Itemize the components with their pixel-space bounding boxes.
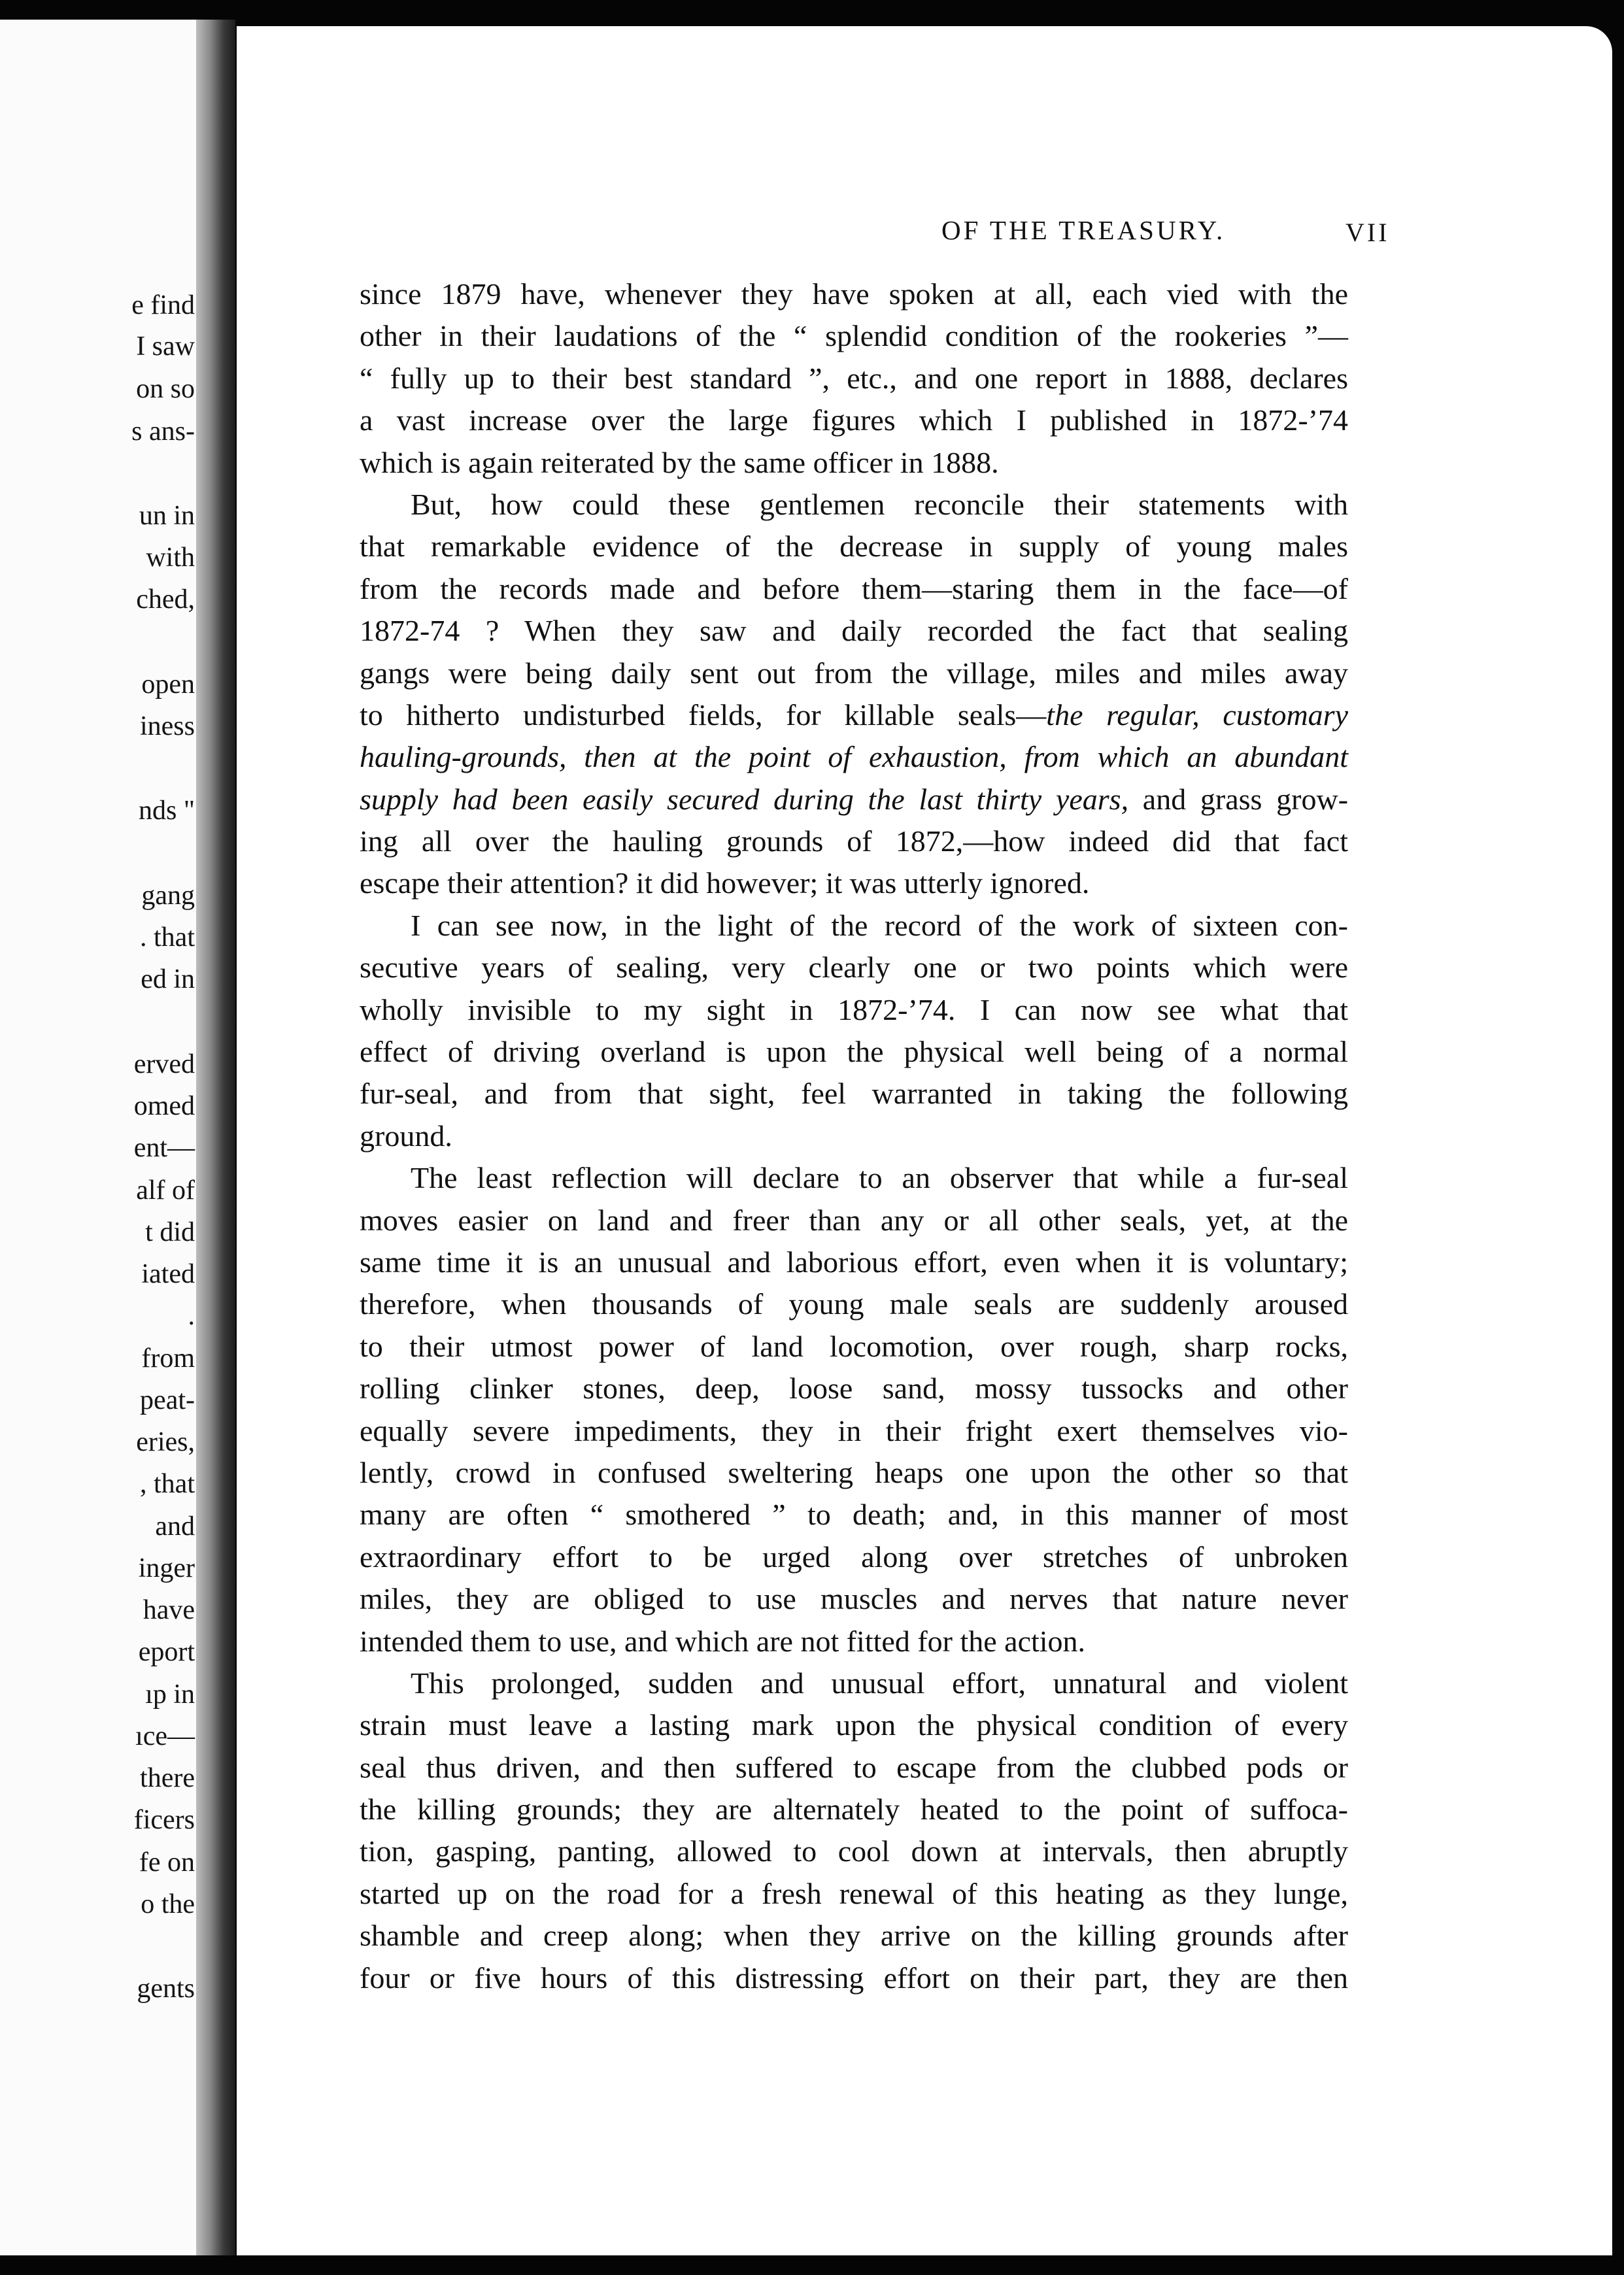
facing-page-fragment: and — [155, 1511, 195, 1542]
page-number: VII — [1345, 218, 1390, 247]
text-line: secutive years of sealing, very clearly one or two points which were — [360, 951, 1348, 985]
facing-page-fragment: ıp in — [145, 1679, 195, 1710]
text-line: tion, gasping, panting, allowed to cool down at intervals, then abruptly — [360, 1834, 1348, 1868]
text-line: same time it is an unusual and laborious effort, even when it is voluntary; — [360, 1245, 1348, 1279]
text-line: four or five hours of this distressing effort on their part, they are then — [360, 1961, 1348, 1995]
text-line: the killing grounds; they are alternately heated to the point of suffoca- — [360, 1793, 1348, 1827]
facing-page-fragment: t did — [145, 1217, 195, 1247]
text-line: that remarkable evidence of the decrease in supply of young males — [360, 530, 1348, 564]
facing-page-fragment: gang — [141, 881, 195, 911]
body-text — [360, 273, 1348, 1999]
facing-page-fragment: un in — [139, 501, 195, 531]
text-line: other in their laudations of the “ splendid condition of the rookeries ”— — [360, 319, 1348, 353]
facing-page-fragment: iness — [140, 711, 195, 741]
facing-page-fragment: nds " — [139, 796, 195, 826]
facing-page-fragment: have — [143, 1595, 195, 1625]
text-line: therefore, when thousands of young male seals are suddenly aroused — [360, 1287, 1348, 1321]
facing-page-fragment: . that — [140, 922, 195, 952]
text-line: extraordinary effort to be urged along over stretches of unbroken — [360, 1540, 1348, 1574]
facing-page-fragment: ıce— — [135, 1721, 195, 1751]
text-line: shamble and creep along; when they arrive on the killing grounds after — [360, 1919, 1348, 1953]
facing-page-fragment: I saw — [136, 331, 195, 362]
facing-page-fragment: fe on — [139, 1847, 195, 1878]
text-line: The least reflection will declare to an observer that while a fur-seal — [411, 1161, 1348, 1195]
text-line: many are often “ smothered ” to death; and, in this manner of most — [360, 1498, 1348, 1532]
paragraph — [360, 905, 1348, 1157]
text-line: But, how could these gentlemen reconcile their statements with — [411, 487, 1348, 521]
italic-run: supply had been easily secured during the last thirty years, — [360, 782, 1129, 816]
text-line: ing all over the hauling grounds of 1872,—how indeed did that fact — [360, 824, 1348, 858]
facing-page-fragment: open — [141, 669, 195, 699]
facing-page-left — [0, 20, 196, 2255]
text-line: since 1879 have, whenever they have spoken at all, each vied with the — [360, 277, 1348, 311]
text-line: which is again reiterated by the same officer in 1888. — [360, 445, 999, 479]
facing-page-fragment: ched, — [136, 584, 195, 615]
facing-page-fragment: . — [188, 1301, 195, 1331]
text-run: to hitherto undisturbed fields, for killable seals— — [360, 698, 1047, 732]
paragraph — [360, 1662, 1348, 1999]
running-head: OF THE TREASURY. — [941, 215, 1226, 245]
text-line: effect of driving overland is upon the physical well being of a normal — [360, 1035, 1348, 1069]
facing-page-fragment: ent— — [133, 1133, 195, 1163]
facing-page-fragment: gents — [137, 1974, 195, 2004]
facing-page-fragment: on so — [136, 374, 195, 404]
text-line: I can see now, in the light of the record of the work of sixteen con- — [411, 908, 1348, 942]
text-line: a vast increase over the large figures which I published in 1872-’74 — [360, 403, 1348, 437]
facing-page-fragment: eport — [138, 1637, 195, 1667]
facing-page-fragment: iated — [141, 1259, 195, 1289]
facing-page-fragment: omed — [133, 1091, 195, 1121]
facing-page-fragment: ficers — [133, 1805, 195, 1835]
facing-page-fragment: alf of — [136, 1175, 195, 1205]
facing-page-fragment: from — [141, 1343, 195, 1373]
text-line: rolling clinker stones, deep, loose sand, mossy tussocks and other — [360, 1372, 1348, 1406]
text-line: wholly invisible to my sight in 1872-’74. I can now see what that — [360, 992, 1348, 1026]
facing-page-fragment: inger — [138, 1553, 195, 1583]
facing-page-fragment: e find — [131, 290, 195, 320]
italic-line — [360, 736, 1348, 778]
facing-page-fragment: , that — [140, 1469, 195, 1499]
facing-page-fragment: s ans- — [131, 416, 195, 447]
text-line-with-italic — [360, 779, 1348, 820]
text-line: strain must leave a lasting mark upon the physical condition of every — [360, 1708, 1348, 1742]
text-line: equally severe impediments, they in their fright exert themselves vio- — [360, 1413, 1348, 1447]
book-page-vii — [237, 26, 1612, 2255]
text-line: moves easier on land and freer than any or all other seals, yet, at the — [360, 1203, 1348, 1237]
facing-page-fragment: eries, — [136, 1427, 195, 1457]
text-line: “ fully up to their best standard ”, etc., and one report in 1888, declares — [360, 361, 1348, 395]
text-line: This prolonged, sudden and unusual effort, unnatural and violent — [411, 1666, 1348, 1700]
paragraph — [360, 484, 1348, 905]
text-line: 1872-74 ? When they saw and daily recorded the fact that sealing — [360, 614, 1348, 648]
text-line: escape their attention? it did however; it was utterly ignored. — [360, 866, 1090, 900]
facing-page-fragment: with — [146, 543, 195, 573]
facing-page-fragment: peat- — [140, 1385, 195, 1415]
facing-page-fragment: o the — [141, 1889, 195, 1919]
text-line: intended them to use, and which are not fitted for the action. — [360, 1624, 1086, 1658]
italic-run: the regular, customary — [1046, 698, 1349, 732]
book-gutter-shadow — [196, 20, 235, 2255]
facing-page-fragment: ed in — [141, 964, 195, 994]
text-run: and grass grow- — [1128, 782, 1349, 816]
text-line-with-italic — [360, 694, 1348, 736]
text-line: ground. — [360, 1119, 452, 1153]
text-line: from the records made and before them—staring them in the face—of — [360, 571, 1348, 605]
facing-page-fragment: erved — [133, 1049, 195, 1079]
facing-page-fragment: there — [140, 1763, 195, 1793]
paragraph — [360, 273, 1348, 484]
text-line: started up on the road for a fresh renewal of this heating as they lunge, — [360, 1876, 1348, 1910]
text-line: lently, crowd in confused sweltering heaps one upon the other so that — [360, 1455, 1348, 1489]
text-line: fur-seal, and from that sight, feel warranted in taking the following — [360, 1077, 1348, 1111]
text-line: gangs were being daily sent out from the village, miles and miles away — [360, 656, 1348, 690]
text-line: to their utmost power of land locomotion, over rough, sharp rocks, — [360, 1329, 1348, 1363]
text-line: seal thus driven, and then suffered to escape from the clubbed pods or — [360, 1750, 1348, 1784]
italic-run: hauling-grounds, then at the point of exhaustion, from which an abundant — [360, 740, 1348, 774]
text-line: miles, they are obliged to use muscles and nerves that nature never — [360, 1582, 1348, 1616]
paragraph — [360, 1157, 1348, 1662]
